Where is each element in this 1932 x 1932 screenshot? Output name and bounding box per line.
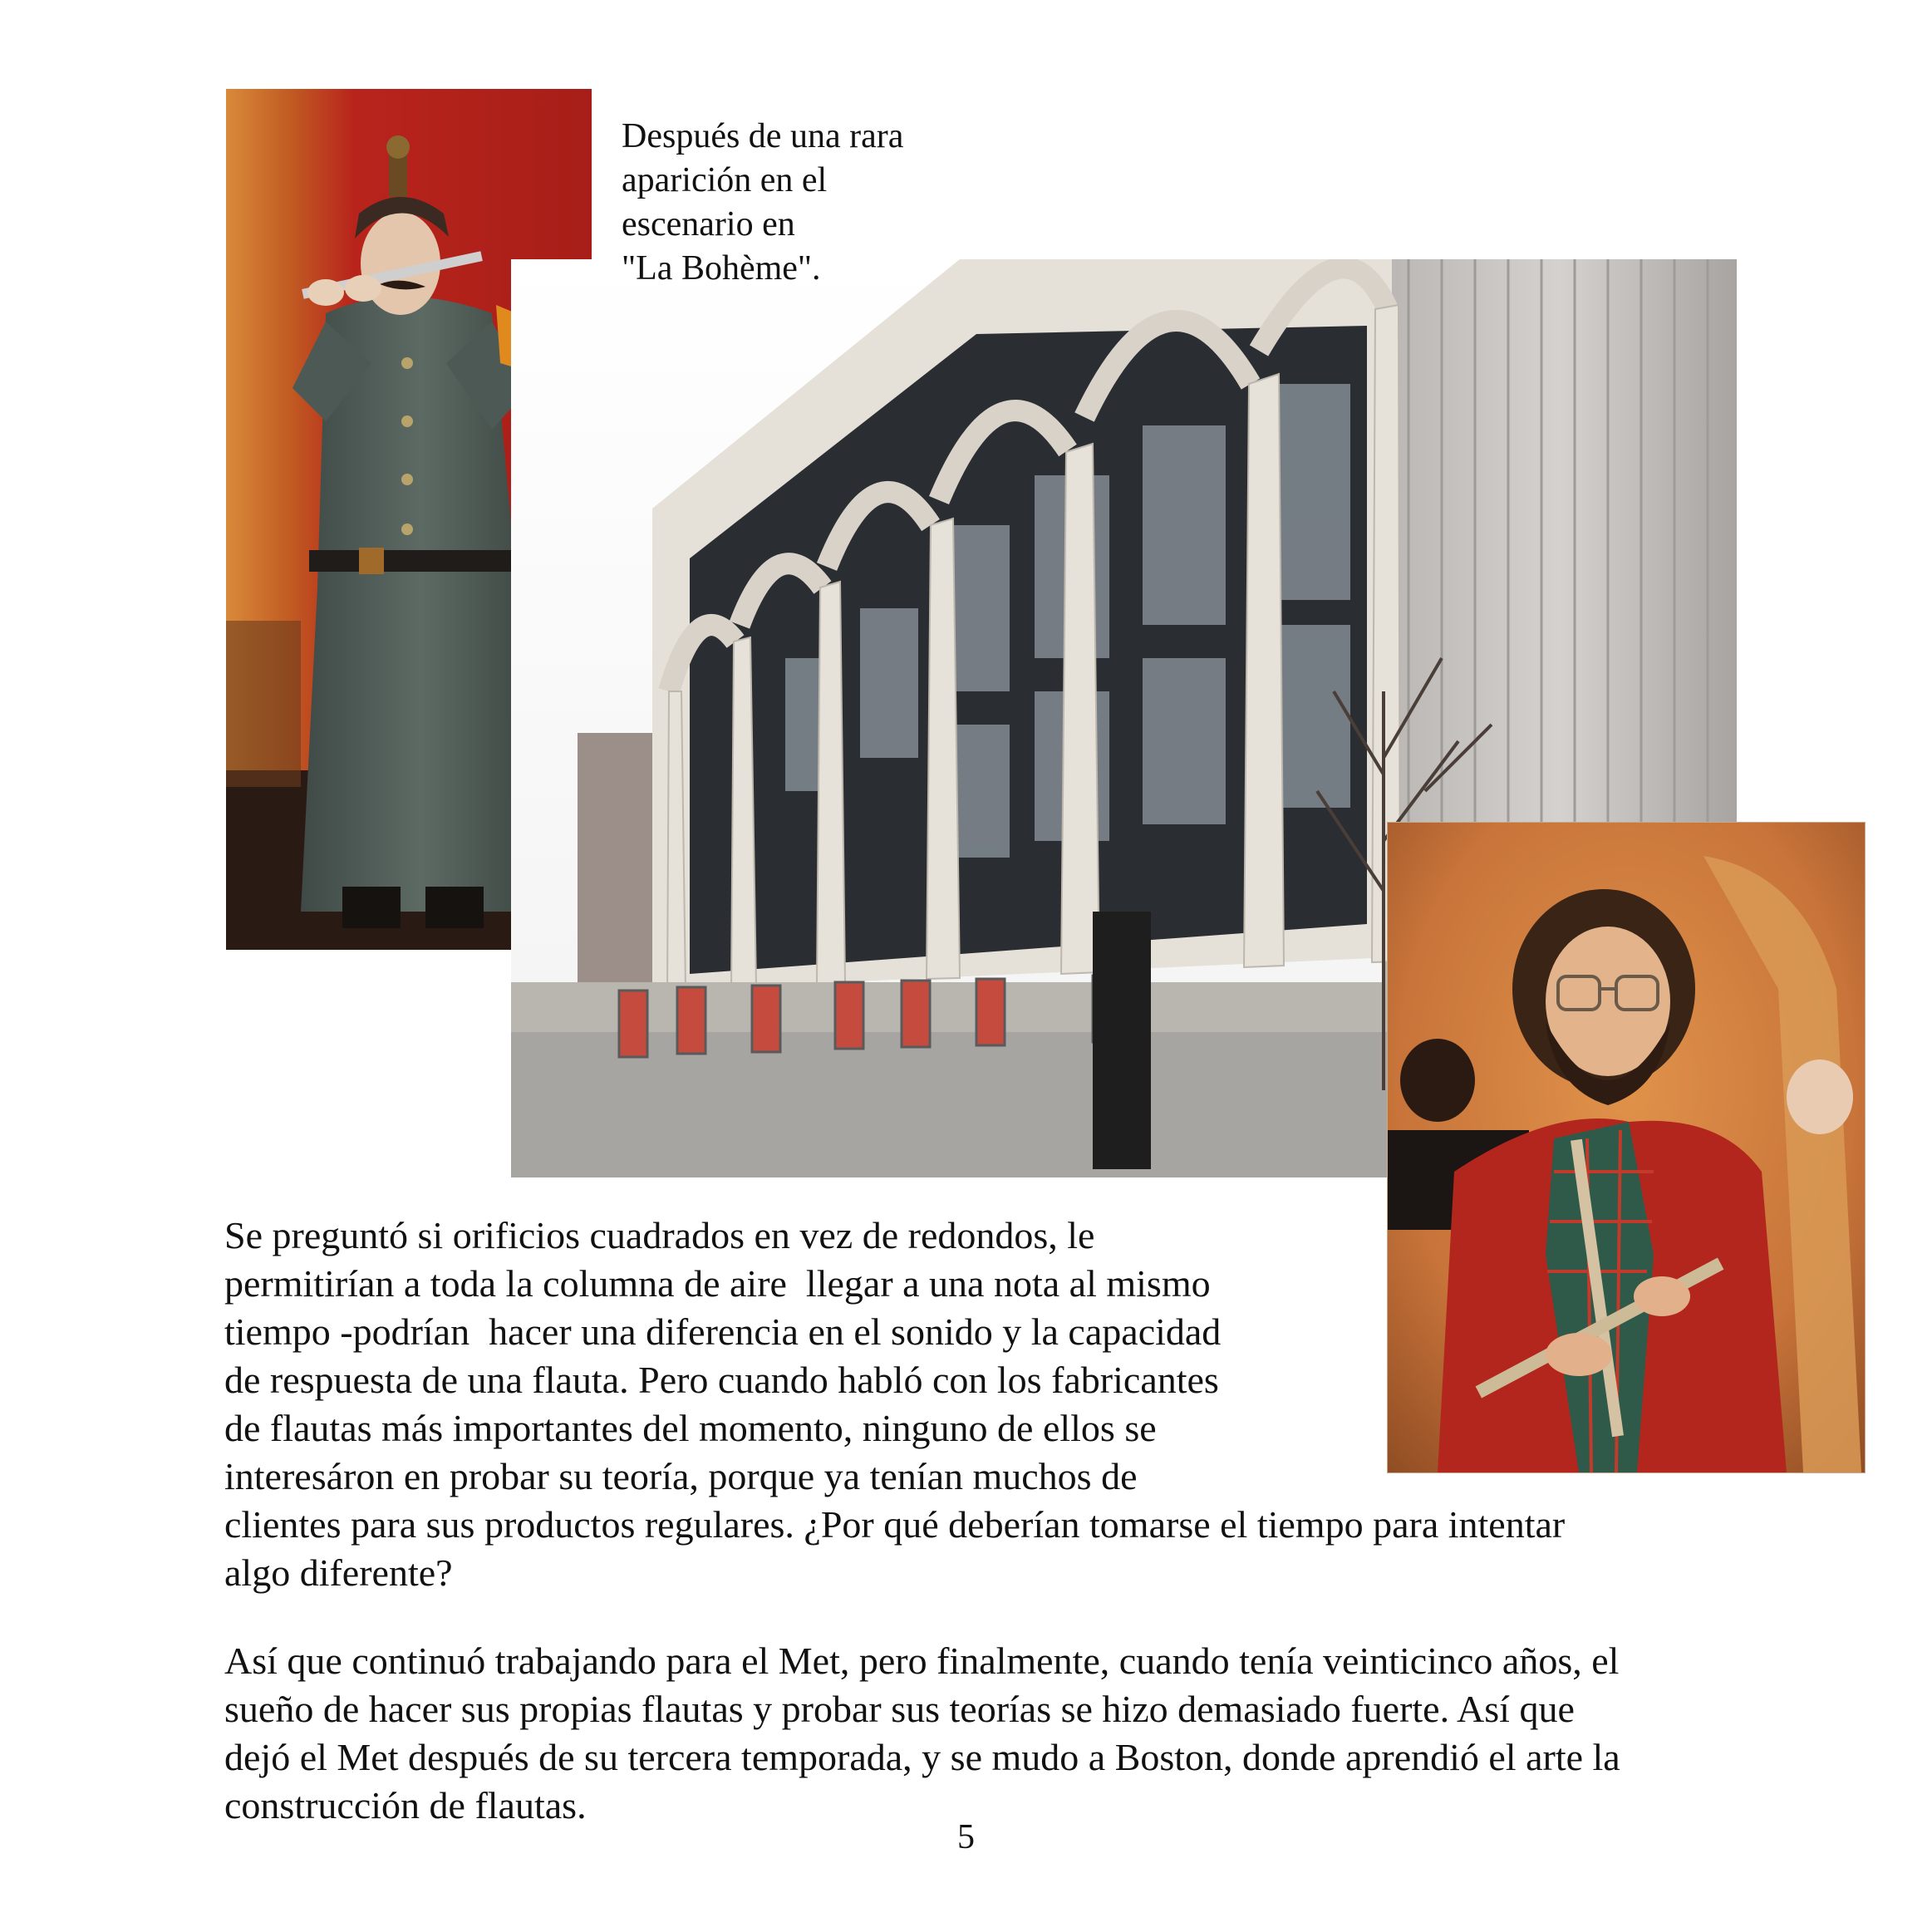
paragraph-line: clientes para sus productos regulares. ¿Por qué deberían tomarse el tiempo para intentar [224,1503,1566,1546]
paragraph-line: sueño de hacer sus propias flautas y probar sus teorías se hizo demasiado fuerte. Así que [224,1688,1575,1730]
paragraph-line: interesáron en probar su teoría, porque ya tenían muchos de [224,1455,1138,1497]
paragraph-line: permitirían a toda la columna de aire llegar a una nota al mismo [224,1262,1211,1305]
paragraph-2 [224,1637,1845,1830]
paragraph-line: Se preguntó si orificios cuadrados en vez de redondos, le [224,1214,1095,1256]
paragraph-line: de flautas más importantes del momento, ninguno de ellos se [224,1407,1157,1449]
photo-caption [622,115,971,291]
paragraph-line: Así que continuó trabajando para el Met, pero finalmente, cuando tenía veinticinco años, el [224,1639,1620,1682]
caption-line: aparición en el [622,161,828,199]
page-number: 5 [957,1818,975,1856]
paragraph-1 [224,1212,1845,1597]
paragraph-line: de respuesta de una flauta. Pero cuando habló con los fabricantes [224,1359,1219,1401]
caption-line: escenario en [622,205,795,243]
caption-line: "La Bohème". [622,249,821,288]
paragraph-line: construcción de flautas. [224,1784,587,1826]
caption-line: Después de una rara [622,117,904,155]
paragraph-line: dejó el Met después de su tercera temporada, y se mudo a Boston, donde aprendió el arte la [224,1736,1620,1778]
paragraph-line: tiempo -podrían hacer una diferencia en el sonido y la capacidad [224,1310,1222,1353]
paragraph-line: algo diferente? [224,1551,453,1594]
